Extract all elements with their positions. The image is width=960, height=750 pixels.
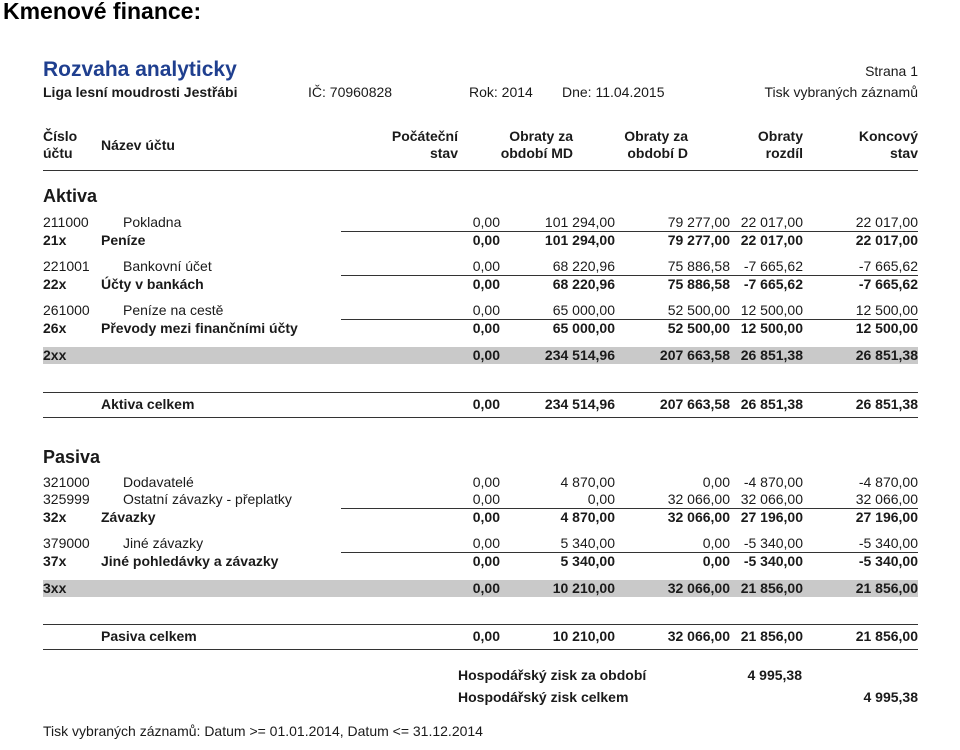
turnover-diff: 26 851,38 <box>740 347 803 363</box>
account-name: Jiné závazky <box>123 535 204 551</box>
table-row <box>43 491 918 508</box>
opening-balance: 0,00 <box>472 302 500 318</box>
table-row <box>43 232 918 249</box>
column-header-name: Název účtu <box>101 137 175 153</box>
turnover-md: 234 514,96 <box>544 396 615 412</box>
turnover-md: 10 210,00 <box>552 580 615 596</box>
turnover-md: 10 210,00 <box>552 628 615 644</box>
turnover-md: 4 870,00 <box>560 474 615 490</box>
table-row <box>43 302 918 319</box>
profit-period-value: 4 995,38 <box>747 667 802 683</box>
opening-balance: 0,00 <box>472 276 500 292</box>
turnover-d: 0,00 <box>702 553 730 569</box>
turnover-md: 101 294,00 <box>544 232 615 248</box>
account-name: Pokladna <box>123 214 182 230</box>
account-code: 221001 <box>43 258 90 274</box>
turnover-md: 4 870,00 <box>560 509 615 525</box>
closing-balance: -4 870,00 <box>858 474 918 490</box>
report-year: Rok: 2014 <box>469 84 533 100</box>
closing-balance: -7 665,62 <box>858 276 918 292</box>
account-name: Peníze na cestě <box>123 302 224 318</box>
closing-balance: 22 017,00 <box>855 214 918 230</box>
table-row <box>43 258 918 275</box>
turnover-md: 234 514,96 <box>544 347 615 363</box>
account-name: Jiné pohledávky a závazky <box>101 553 279 569</box>
total-divider <box>43 417 918 418</box>
turnover-diff: 26 851,38 <box>740 396 803 412</box>
column-header-turnover-d: Obraty za období D <box>624 128 688 161</box>
table-row <box>43 553 918 570</box>
turnover-diff: 12 500,00 <box>740 320 803 336</box>
table-row <box>43 276 918 293</box>
group-code: 3xx <box>43 580 67 596</box>
turnover-d: 75 886,58 <box>667 276 730 292</box>
account-code: 321000 <box>43 474 90 490</box>
organization-name: Liga lesní moudrosti Jestřábi <box>43 84 238 100</box>
opening-balance: 0,00 <box>472 347 500 363</box>
turnover-diff: 12 500,00 <box>740 302 803 318</box>
account-code: 379000 <box>43 535 90 551</box>
turnover-diff: 22 017,00 <box>740 232 803 248</box>
opening-balance: 0,00 <box>472 232 500 248</box>
turnover-md: 68 220,96 <box>552 276 615 292</box>
column-header-closing: Koncový stav <box>858 128 918 161</box>
closing-balance: 32 066,00 <box>855 491 918 507</box>
turnover-diff: 21 856,00 <box>740 580 803 596</box>
document-heading: Kmenové finance: <box>3 0 202 24</box>
closing-balance: 26 851,38 <box>855 396 918 412</box>
account-code: 21x <box>43 232 67 248</box>
turnover-d: 207 663,58 <box>659 347 730 363</box>
table-row <box>43 474 918 491</box>
account-code: 325999 <box>43 491 90 507</box>
turnover-d: 52 500,00 <box>667 320 730 336</box>
turnover-diff: 22 017,00 <box>740 214 803 230</box>
total-divider <box>43 649 918 650</box>
account-code: 22x <box>43 276 67 292</box>
closing-balance: 21 856,00 <box>855 580 918 596</box>
account-name: Účty v bankách <box>101 276 204 292</box>
account-code: 261000 <box>43 302 90 318</box>
account-name: Dodavatelé <box>123 474 194 490</box>
opening-balance: 0,00 <box>472 553 500 569</box>
section-title-pasiva: Pasiva <box>43 447 101 467</box>
section-total-row <box>43 396 918 413</box>
opening-balance: 0,00 <box>472 214 500 230</box>
turnover-diff: 27 196,00 <box>740 509 803 525</box>
turnover-diff: -5 340,00 <box>743 553 803 569</box>
table-row <box>43 509 918 526</box>
group-code: 2xx <box>43 347 67 363</box>
turnover-diff: -7 665,62 <box>743 276 803 292</box>
turnover-d: 32 066,00 <box>667 628 730 644</box>
profit-total-label: Hospodářský zisk celkem <box>458 689 629 705</box>
closing-balance: -7 665,62 <box>858 258 918 274</box>
total-label: Pasiva celkem <box>101 628 197 644</box>
account-name: Peníze <box>101 232 146 248</box>
account-name: Bankovní účet <box>123 258 212 274</box>
closing-balance: -5 340,00 <box>858 553 918 569</box>
turnover-md: 5 340,00 <box>560 553 615 569</box>
opening-balance: 0,00 <box>472 258 500 274</box>
account-name: Ostatní závazky - přeplatky <box>123 491 292 507</box>
account-name: Převody mezi finančními účty <box>101 320 298 336</box>
column-header-code: Číslo účtu <box>43 128 78 161</box>
print-note: Tisk vybraných záznamů <box>764 84 918 100</box>
group-total-row <box>43 347 918 364</box>
column-header-opening: Počáteční stav <box>391 128 458 161</box>
turnover-diff: -7 665,62 <box>743 258 803 274</box>
turnover-d: 207 663,58 <box>659 396 730 412</box>
opening-balance: 0,00 <box>472 628 500 644</box>
opening-balance: 0,00 <box>472 320 500 336</box>
report-date: Dne: 11.04.2015 <box>562 84 665 100</box>
report-title: Rozvaha analyticky <box>43 58 237 81</box>
opening-balance: 0,00 <box>472 474 500 490</box>
column-header-turnover-md: Obraty za období MD <box>500 128 573 161</box>
account-name: Závazky <box>101 509 156 525</box>
turnover-md: 0,00 <box>587 491 615 507</box>
turnover-d: 79 277,00 <box>667 214 730 230</box>
total-label: Aktiva celkem <box>101 396 195 412</box>
turnover-md: 5 340,00 <box>560 535 615 551</box>
turnover-diff: 21 856,00 <box>740 628 803 644</box>
profit-period-label: Hospodářský zisk za období <box>458 667 647 683</box>
closing-balance: 12 500,00 <box>855 302 918 318</box>
turnover-d: 0,00 <box>702 474 730 490</box>
closing-balance: 22 017,00 <box>855 232 918 248</box>
turnover-d: 0,00 <box>702 535 730 551</box>
page-number: Strana 1 <box>865 63 918 79</box>
table-row <box>43 535 918 552</box>
table-row <box>43 320 918 337</box>
closing-balance: 27 196,00 <box>855 509 918 525</box>
account-code: 211000 <box>43 214 89 230</box>
section-title-aktiva: Aktiva <box>43 186 98 206</box>
account-code: 37x <box>43 553 67 569</box>
turnover-md: 65 000,00 <box>552 320 615 336</box>
header-divider <box>43 170 918 171</box>
turnover-md: 68 220,96 <box>552 258 615 274</box>
closing-balance: 26 851,38 <box>855 347 918 363</box>
table-row <box>43 214 918 231</box>
turnover-diff: -5 340,00 <box>743 535 803 551</box>
turnover-d: 32 066,00 <box>667 491 730 507</box>
closing-balance: 12 500,00 <box>855 320 918 336</box>
turnover-d: 75 886,58 <box>667 258 730 274</box>
turnover-diff: -4 870,00 <box>743 474 803 490</box>
organization-id: IČ: 70960828 <box>308 84 393 100</box>
account-code: 32x <box>43 509 67 525</box>
column-header-turnover-diff: Obraty rozdíl <box>757 128 803 161</box>
closing-balance: -5 340,00 <box>858 535 918 551</box>
turnover-d: 79 277,00 <box>667 232 730 248</box>
turnover-d: 32 066,00 <box>667 580 730 596</box>
total-divider <box>43 392 918 393</box>
filter-footer: Tisk vybraných záznamů: Datum >= 01.01.2014, Datum <= 31.12.2014 <box>43 723 483 739</box>
profit-total-value: 4 995,38 <box>863 689 918 705</box>
opening-balance: 0,00 <box>472 580 500 596</box>
group-total-row <box>43 580 918 597</box>
turnover-diff: 32 066,00 <box>740 491 803 507</box>
turnover-d: 52 500,00 <box>667 302 730 318</box>
turnover-md: 101 294,00 <box>544 214 615 230</box>
opening-balance: 0,00 <box>472 535 500 551</box>
opening-balance: 0,00 <box>472 491 500 507</box>
closing-balance: 21 856,00 <box>855 628 918 644</box>
total-divider <box>43 624 918 625</box>
turnover-md: 65 000,00 <box>552 302 615 318</box>
account-code: 26x <box>43 320 67 336</box>
turnover-d: 32 066,00 <box>667 509 730 525</box>
opening-balance: 0,00 <box>472 509 500 525</box>
opening-balance: 0,00 <box>472 396 500 412</box>
section-total-row <box>43 628 918 645</box>
